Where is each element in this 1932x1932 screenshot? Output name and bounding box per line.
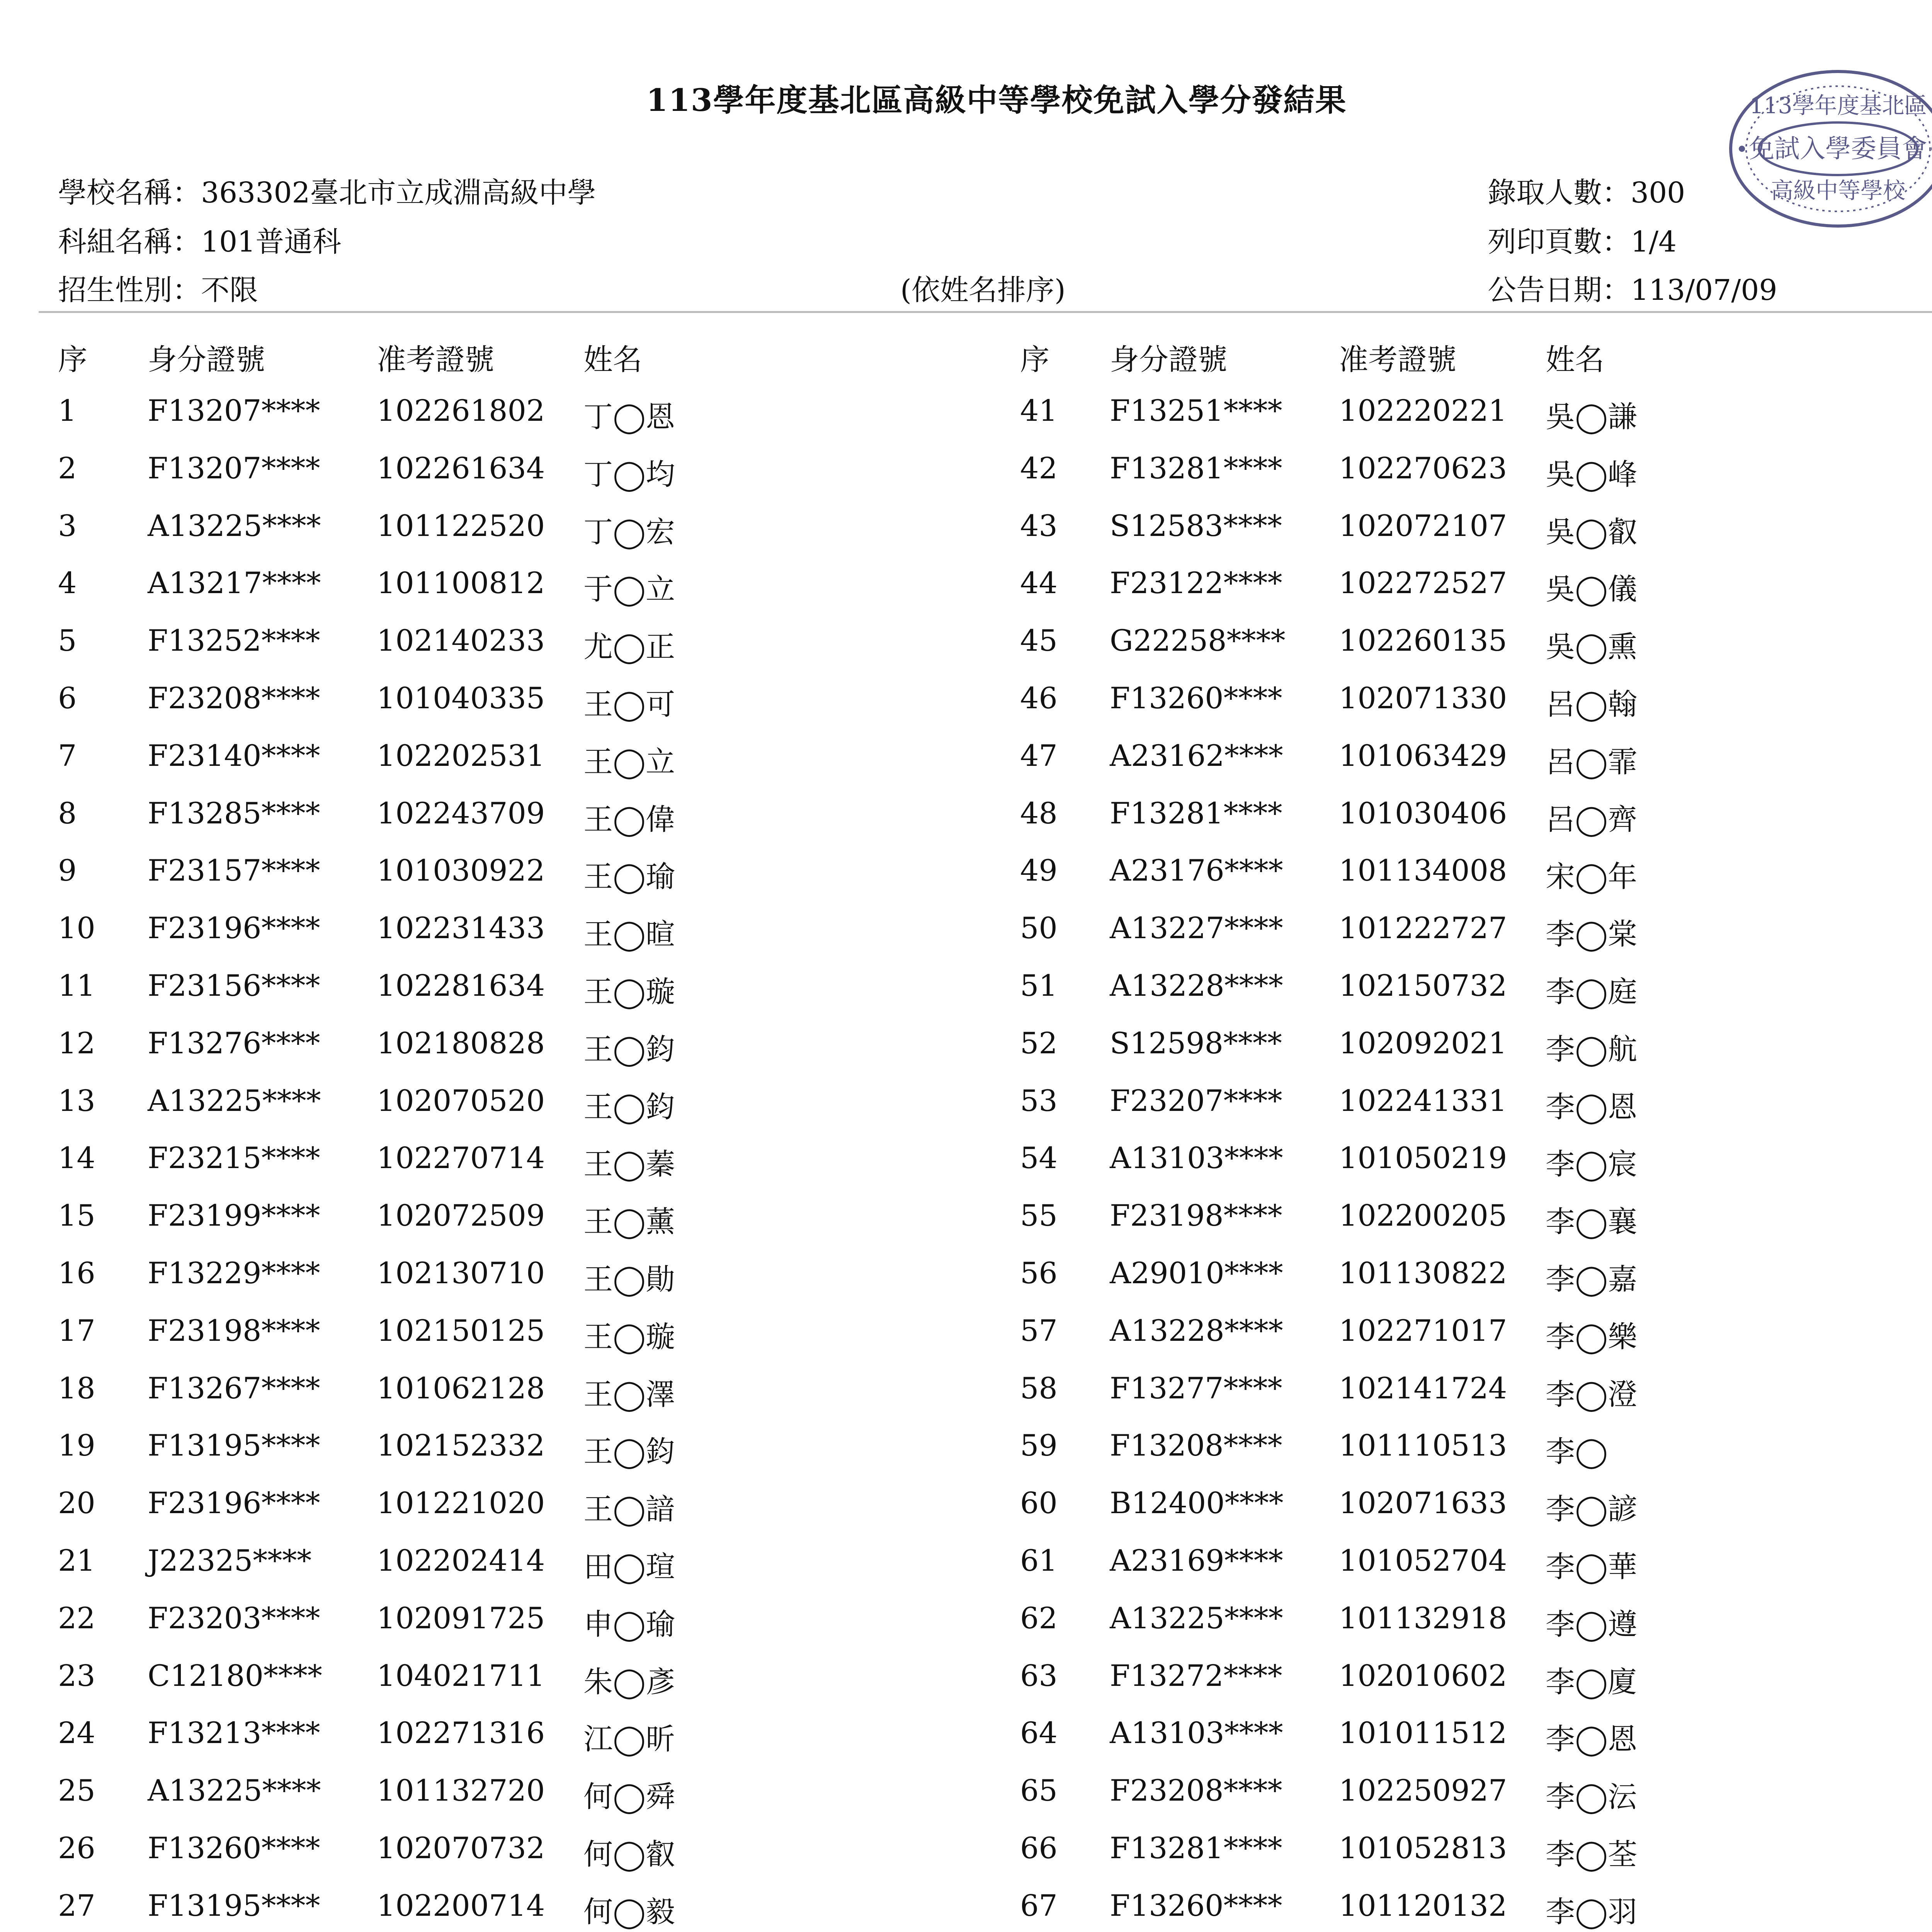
- cell-exam: 102270623: [1339, 451, 1507, 485]
- cell-exam: 101050219: [1339, 1141, 1507, 1175]
- cell-id: F23199****: [148, 1198, 320, 1233]
- cell-seq: 41: [1020, 393, 1058, 428]
- cell-name: 李◯樂: [1546, 1319, 1638, 1354]
- cell-seq: 2: [58, 451, 77, 485]
- cell-id: A13217****: [148, 566, 321, 600]
- cell-id: S12598****: [1110, 1026, 1282, 1060]
- cell-exam: 102261634: [377, 451, 545, 485]
- cell-id: F13272****: [1110, 1658, 1282, 1693]
- cell-name: 李◯諺: [1546, 1492, 1638, 1527]
- cell-seq: 60: [1020, 1486, 1058, 1520]
- cell-exam: 102202414: [377, 1543, 545, 1578]
- cell-id: F13281****: [1110, 796, 1282, 830]
- cell-name: 李◯恩: [1546, 1722, 1638, 1757]
- cell-id: A13225****: [148, 1083, 321, 1118]
- cell-name: 王◯薰: [583, 1204, 675, 1239]
- committee-seal-icon: [1727, 68, 1932, 230]
- cell-exam: 102200205: [1339, 1198, 1507, 1233]
- cell-id: A13103****: [1110, 1141, 1283, 1175]
- col-header-id-left: 身分證號: [148, 342, 265, 377]
- cell-name: 于◯立: [583, 572, 675, 607]
- cell-id: F23208****: [148, 681, 320, 715]
- sort-note: (依姓名排序): [900, 274, 1066, 307]
- cell-exam: 102072509: [377, 1198, 545, 1233]
- cell-seq: 16: [58, 1256, 95, 1290]
- cell-exam: 102180828: [377, 1026, 545, 1060]
- cell-seq: 47: [1020, 738, 1058, 773]
- cell-exam: 102070520: [377, 1083, 545, 1118]
- cell-name: 李◯沄: [1546, 1779, 1638, 1814]
- cell-exam: 102243709: [377, 796, 545, 830]
- cell-seq: 49: [1020, 853, 1058, 888]
- cell-id: A23162****: [1110, 738, 1283, 773]
- cell-id: F23215****: [148, 1141, 320, 1175]
- cell-id: F13267****: [148, 1371, 320, 1405]
- cell-name: 李◯嘉: [1546, 1262, 1638, 1296]
- cell-exam: 102072107: [1339, 508, 1507, 543]
- cell-exam: 102272527: [1339, 566, 1507, 600]
- cell-exam: 101110513: [1339, 1428, 1507, 1463]
- cell-name: 王◯鈞: [583, 1032, 675, 1066]
- cell-seq: 24: [58, 1716, 95, 1750]
- cell-name: 王◯諳: [583, 1492, 675, 1527]
- cell-name: 王◯偉: [583, 802, 675, 837]
- cell-name: 吳◯叡: [1546, 514, 1638, 549]
- cell-id: A13225****: [1110, 1600, 1283, 1635]
- admission-gender: 招生性別：不限: [58, 274, 258, 307]
- cell-name: 田◯瑄: [583, 1549, 675, 1584]
- cell-id: F23208****: [1110, 1773, 1282, 1808]
- cell-id: F13260****: [1110, 1888, 1282, 1923]
- cell-name: 王◯暄: [583, 917, 675, 952]
- cell-seq: 12: [58, 1026, 95, 1060]
- cell-name: 李◯庭: [1546, 975, 1638, 1009]
- cell-seq: 8: [58, 796, 77, 830]
- cell-seq: 64: [1020, 1716, 1058, 1750]
- cell-id: F13207****: [148, 393, 320, 428]
- cell-seq: 42: [1020, 451, 1058, 485]
- cell-id: F23140****: [148, 738, 320, 773]
- cell-name: 王◯可: [583, 687, 675, 721]
- cell-seq: 61: [1020, 1543, 1058, 1578]
- cell-seq: 14: [58, 1141, 95, 1175]
- print-pages: 列印頁數：1/4: [1488, 225, 1677, 259]
- cell-exam: 102260135: [1339, 623, 1507, 658]
- cell-seq: 6: [58, 681, 77, 715]
- cell-name: 王◯瑜: [583, 859, 675, 894]
- cell-name: 李◯澄: [1546, 1377, 1638, 1412]
- cell-seq: 53: [1020, 1083, 1058, 1118]
- cell-exam: 102010602: [1339, 1658, 1507, 1693]
- seal-bottom-text: 高級中等學校: [1770, 177, 1906, 204]
- col-header-id-right: 身分證號: [1110, 342, 1227, 377]
- cell-seq: 52: [1020, 1026, 1058, 1060]
- cell-name: 李◯航: [1546, 1032, 1638, 1066]
- cell-exam: 102261802: [377, 393, 545, 428]
- cell-seq: 11: [58, 968, 95, 1003]
- cell-seq: 1: [58, 393, 77, 428]
- cell-id: C12180****: [148, 1658, 322, 1693]
- cell-id: F13207****: [148, 451, 320, 485]
- cell-name: 李◯羽: [1546, 1894, 1638, 1929]
- cell-exam: 101122520: [377, 508, 545, 543]
- cell-id: A13228****: [1110, 968, 1283, 1003]
- cell-exam: 101052813: [1339, 1831, 1507, 1865]
- cell-name: 丁◯恩: [583, 400, 675, 434]
- cell-name: 丁◯宏: [583, 514, 675, 549]
- cell-id: F13285****: [148, 796, 320, 830]
- cell-exam: 102271316: [377, 1716, 545, 1750]
- cell-seq: 65: [1020, 1773, 1058, 1808]
- cell-name: 吳◯峰: [1546, 457, 1638, 492]
- cell-seq: 15: [58, 1198, 95, 1233]
- cell-name: 丁◯均: [583, 457, 675, 492]
- cell-seq: 62: [1020, 1600, 1058, 1635]
- cell-exam: 102091725: [377, 1600, 545, 1635]
- school-name: 學校名稱：363302臺北市立成淵高級中學: [58, 176, 596, 209]
- cell-exam: 101040335: [377, 681, 545, 715]
- cell-exam: 102202531: [377, 738, 545, 773]
- cell-seq: 59: [1020, 1428, 1058, 1463]
- cell-name: 李◯華: [1546, 1549, 1638, 1584]
- cell-seq: 66: [1020, 1831, 1058, 1865]
- cell-id: A13225****: [148, 508, 321, 543]
- cell-seq: 20: [58, 1486, 95, 1520]
- cell-name: 王◯蓁: [583, 1147, 675, 1182]
- cell-exam: 104021711: [377, 1658, 545, 1693]
- cell-exam: 101120132: [1339, 1888, 1507, 1923]
- cell-name: 江◯昕: [583, 1722, 675, 1757]
- cell-exam: 102141724: [1339, 1371, 1507, 1405]
- cell-exam: 102281634: [377, 968, 545, 1003]
- cell-exam: 102271017: [1339, 1313, 1507, 1348]
- cell-name: 呂◯齊: [1546, 802, 1638, 837]
- cell-seq: 27: [58, 1888, 95, 1923]
- cell-seq: 22: [58, 1600, 95, 1635]
- cell-id: F13277****: [1110, 1371, 1282, 1405]
- cell-name: 李◯: [1546, 1434, 1608, 1469]
- cell-exam: 102070732: [377, 1831, 545, 1865]
- cell-name: 王◯璇: [583, 1319, 675, 1354]
- cell-id: F13276****: [148, 1026, 320, 1060]
- cell-seq: 7: [58, 738, 77, 773]
- cell-seq: 44: [1020, 566, 1058, 600]
- cell-id: F13281****: [1110, 451, 1282, 485]
- cell-seq: 51: [1020, 968, 1058, 1003]
- cell-seq: 58: [1020, 1371, 1058, 1405]
- cell-id: F23207****: [1110, 1083, 1282, 1118]
- cell-exam: 101130822: [1339, 1256, 1507, 1290]
- cell-name: 李◯遵: [1546, 1607, 1638, 1641]
- cell-id: G22258****: [1110, 623, 1286, 658]
- header-divider: [39, 311, 1932, 313]
- cell-seq: 48: [1020, 796, 1058, 830]
- cell-id: F23156****: [148, 968, 320, 1003]
- cell-seq: 63: [1020, 1658, 1058, 1693]
- cell-exam: 101134008: [1339, 853, 1507, 888]
- cell-exam: 101063429: [1339, 738, 1507, 773]
- cell-id: A13103****: [1110, 1716, 1283, 1750]
- cell-exam: 102150732: [1339, 968, 1507, 1003]
- cell-exam: 101011512: [1339, 1716, 1507, 1750]
- cell-name: 王◯澤: [583, 1377, 675, 1412]
- cell-exam: 101030922: [377, 853, 545, 888]
- cell-name: 吳◯熏: [1546, 629, 1638, 664]
- cell-id: F23196****: [148, 911, 320, 946]
- col-header-name-left: 姓名: [583, 342, 642, 377]
- cell-name: 吳◯儀: [1546, 572, 1638, 607]
- cell-seq: 46: [1020, 681, 1058, 715]
- cell-exam: 102270714: [377, 1141, 545, 1175]
- cell-name: 王◯立: [583, 744, 675, 779]
- cell-id: A23176****: [1110, 853, 1283, 888]
- cell-seq: 5: [58, 623, 77, 658]
- cell-id: F13260****: [1110, 681, 1282, 715]
- cell-seq: 45: [1020, 623, 1058, 658]
- cell-seq: 23: [58, 1658, 95, 1693]
- cell-name: 呂◯翰: [1546, 687, 1638, 721]
- cell-seq: 50: [1020, 911, 1058, 946]
- cell-seq: 55: [1020, 1198, 1058, 1233]
- admitted-count: 錄取人數：300: [1488, 176, 1685, 209]
- cell-exam: 102071330: [1339, 681, 1507, 715]
- cell-id: F23122****: [1110, 566, 1282, 600]
- cell-exam: 102150125: [377, 1313, 545, 1348]
- cell-seq: 56: [1020, 1256, 1058, 1290]
- program-name: 科組名稱：101普通科: [58, 225, 342, 259]
- announce-date: 公告日期：113/07/09: [1488, 274, 1777, 307]
- cell-exam: 102130710: [377, 1256, 545, 1290]
- cell-id: F13252****: [148, 623, 320, 658]
- cell-id: F13251****: [1110, 393, 1282, 428]
- cell-id: S12583****: [1110, 508, 1282, 543]
- cell-id: A23169****: [1110, 1543, 1283, 1578]
- cell-exam: 101221020: [377, 1486, 545, 1520]
- cell-name: 李◯廈: [1546, 1664, 1638, 1699]
- cell-name: 何◯毅: [583, 1894, 675, 1929]
- cell-id: F13213****: [148, 1716, 320, 1750]
- cell-seq: 3: [58, 508, 77, 543]
- cell-name: 李◯荃: [1546, 1837, 1638, 1871]
- cell-exam: 101222727: [1339, 911, 1507, 946]
- cell-exam: 101052704: [1339, 1543, 1507, 1578]
- cell-id: F13195****: [148, 1428, 320, 1463]
- cell-exam: 102250927: [1339, 1773, 1507, 1808]
- cell-exam: 102241331: [1339, 1083, 1507, 1118]
- cell-seq: 54: [1020, 1141, 1058, 1175]
- cell-seq: 10: [58, 911, 95, 946]
- cell-name: 王◯勛: [583, 1262, 675, 1296]
- cell-id: J22325****: [148, 1543, 312, 1578]
- cell-exam: 101100812: [377, 566, 545, 600]
- cell-seq: 67: [1020, 1888, 1058, 1923]
- cell-id: B12400****: [1110, 1486, 1284, 1520]
- cell-id: F13195****: [148, 1888, 320, 1923]
- cell-exam: 102152332: [377, 1428, 545, 1463]
- cell-name: 李◯恩: [1546, 1089, 1638, 1124]
- cell-exam: 102220221: [1339, 393, 1507, 428]
- cell-exam: 102140233: [377, 623, 545, 658]
- col-header-exam-left: 准考證號: [377, 342, 494, 377]
- page-title: 113學年度基北區高級中等學校免試入學分發結果: [646, 82, 1347, 118]
- cell-name: 李◯棠: [1546, 917, 1638, 952]
- cell-seq: 21: [58, 1543, 95, 1578]
- cell-id: F13208****: [1110, 1428, 1282, 1463]
- col-header-exam-right: 准考證號: [1339, 342, 1456, 377]
- cell-exam: 101030406: [1339, 796, 1507, 830]
- cell-exam: 102231433: [377, 911, 545, 946]
- cell-exam: 101132720: [377, 1773, 545, 1808]
- cell-id: F23198****: [148, 1313, 320, 1348]
- cell-name: 李◯宸: [1546, 1147, 1638, 1182]
- cell-name: 申◯瑜: [583, 1607, 675, 1641]
- cell-id: F13229****: [148, 1256, 320, 1290]
- cell-id: A13225****: [148, 1773, 321, 1808]
- cell-exam: 102092021: [1339, 1026, 1507, 1060]
- cell-id: F23196****: [148, 1486, 320, 1520]
- cell-id: F13281****: [1110, 1831, 1282, 1865]
- col-header-seq-left: 序: [58, 342, 87, 377]
- cell-id: F23157****: [148, 853, 320, 888]
- cell-seq: 9: [58, 853, 77, 888]
- seal-top-text: 113學年度基北區: [1749, 92, 1927, 119]
- cell-seq: 4: [58, 566, 77, 600]
- cell-exam: 102071633: [1339, 1486, 1507, 1520]
- cell-seq: 19: [58, 1428, 95, 1463]
- cell-name: 王◯鈞: [583, 1089, 675, 1124]
- cell-name: 宋◯年: [1546, 859, 1638, 894]
- cell-seq: 17: [58, 1313, 95, 1348]
- cell-name: 王◯璇: [583, 975, 675, 1009]
- cell-id: A13227****: [1110, 911, 1283, 946]
- cell-seq: 57: [1020, 1313, 1058, 1348]
- cell-name: 尤◯正: [583, 629, 675, 664]
- col-header-name-right: 姓名: [1546, 342, 1604, 377]
- cell-id: A29010****: [1110, 1256, 1283, 1290]
- cell-name: 吳◯謙: [1546, 400, 1638, 434]
- cell-seq: 18: [58, 1371, 95, 1405]
- cell-name: 朱◯彥: [583, 1664, 675, 1699]
- col-header-seq-right: 序: [1020, 342, 1049, 377]
- cell-name: 李◯襄: [1546, 1204, 1638, 1239]
- cell-name: 何◯舜: [583, 1779, 675, 1814]
- cell-exam: 102200714: [377, 1888, 545, 1923]
- cell-id: F23203****: [148, 1600, 320, 1635]
- cell-seq: 26: [58, 1831, 95, 1865]
- cell-exam: 101132918: [1339, 1600, 1507, 1635]
- cell-seq: 25: [58, 1773, 95, 1808]
- cell-id: A13228****: [1110, 1313, 1283, 1348]
- cell-id: F13260****: [148, 1831, 320, 1865]
- cell-name: 呂◯霏: [1546, 744, 1638, 779]
- cell-seq: 13: [58, 1083, 95, 1118]
- cell-id: F23198****: [1110, 1198, 1282, 1233]
- seal-middle-text: 免試入學委員會: [1749, 134, 1927, 163]
- cell-name: 何◯叡: [583, 1837, 675, 1871]
- cell-name: 王◯鈞: [583, 1434, 675, 1469]
- cell-exam: 101062128: [377, 1371, 545, 1405]
- cell-seq: 43: [1020, 508, 1058, 543]
